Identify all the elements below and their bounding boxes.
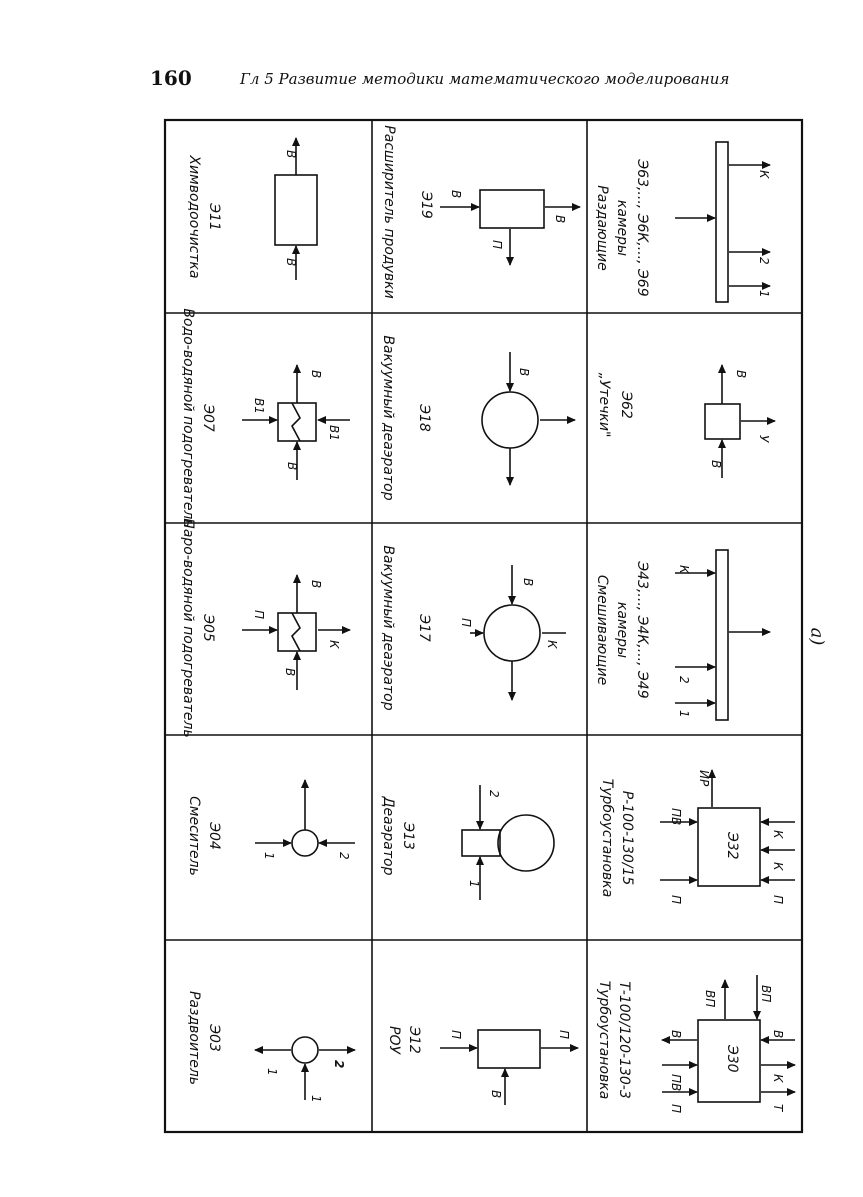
cell-title: Вакуумный деаэратор xyxy=(380,545,396,711)
chamber-bar-icon xyxy=(716,142,728,302)
port-label: 1 xyxy=(757,290,771,298)
cell-vacuum-deaerator-17 xyxy=(380,545,566,710)
port-label: В xyxy=(309,580,323,589)
port-label: В xyxy=(449,190,463,199)
cell-turbine-t100 xyxy=(596,975,795,1113)
cell-splitter xyxy=(186,991,355,1103)
port-label: ИР xyxy=(697,770,711,787)
cell-rou xyxy=(386,1025,578,1105)
port-label: Т xyxy=(771,1104,785,1112)
port-label: В xyxy=(283,668,297,677)
port-label: ПВ xyxy=(669,1074,683,1092)
port-label: ВП xyxy=(703,990,717,1008)
port-label: К xyxy=(327,640,341,649)
port-label: П xyxy=(490,240,504,250)
cell-code: Э19 xyxy=(418,191,434,219)
deaerator-icon xyxy=(482,392,538,448)
page-number: 160 xyxy=(150,66,192,90)
port-label: П xyxy=(771,895,785,905)
cell-code: Э62 xyxy=(618,391,634,419)
cell-subtitle: камеры xyxy=(614,199,630,257)
port-label: В xyxy=(771,1030,785,1039)
port-label: В xyxy=(284,258,298,267)
cell-mixer xyxy=(186,780,355,876)
expander-icon xyxy=(480,190,544,228)
port-label: В xyxy=(517,368,531,377)
treatment-block-icon xyxy=(275,175,317,245)
port-label: П xyxy=(459,618,473,628)
deaerator-icon xyxy=(498,815,554,871)
cell-title: Химводоочистка xyxy=(186,155,202,279)
port-label: К xyxy=(757,170,771,179)
cell-title: Вакуумный деаэратор xyxy=(380,335,396,501)
port-label: 2 xyxy=(757,257,771,265)
turbine-code: Э32 xyxy=(724,832,740,860)
splitter-icon xyxy=(292,1037,318,1063)
port-label: В xyxy=(669,1030,683,1039)
cell-chemical-water-treatment xyxy=(186,138,317,280)
cell-title: Раздающие xyxy=(594,185,610,271)
cell-title: Турбоустановка xyxy=(599,778,615,898)
port-label: В xyxy=(489,1090,503,1099)
cell-turbine-r100 xyxy=(599,770,795,904)
port-label: 2 xyxy=(337,852,351,860)
cell-subtitle: камеры xyxy=(614,601,630,659)
leak-block-icon xyxy=(705,404,740,439)
cell-subtitle: Т-100/120-130-3 xyxy=(616,981,632,1099)
cell-blowdown-expander xyxy=(381,125,580,298)
cell-deaerator-13 xyxy=(380,785,554,900)
figure-label: а) xyxy=(806,627,828,646)
port-label: 1 xyxy=(677,710,691,718)
port-label: В xyxy=(284,150,298,159)
port-label: 2 xyxy=(487,790,501,798)
port-label: 2 xyxy=(332,1060,346,1069)
port-label: В xyxy=(309,370,323,379)
cell-title: Расширитель продувки xyxy=(381,125,397,299)
cell-vacuum-deaerator-18 xyxy=(380,335,575,500)
cell-code: Э17 xyxy=(416,614,432,642)
port-label: К xyxy=(677,565,691,574)
cell-code: Э03 xyxy=(206,1024,222,1052)
cell-subtitle: Р-100-130/15 xyxy=(619,790,635,886)
deaerator-column-icon xyxy=(462,830,500,856)
port-label: В1 xyxy=(252,398,266,414)
mixer-icon xyxy=(292,830,318,856)
port-label: В xyxy=(553,215,567,224)
cell-code: Э12 xyxy=(406,1026,422,1054)
cell-mixing-chambers xyxy=(594,550,770,720)
cell-title: Деаэратор xyxy=(380,796,396,876)
port-label: П xyxy=(557,1030,571,1040)
cell-title: РОУ xyxy=(386,1026,402,1054)
chamber-bar-icon xyxy=(716,550,728,720)
port-label: К xyxy=(771,1074,785,1083)
table-grid xyxy=(165,120,802,1132)
cell-water-water-heater xyxy=(180,308,350,527)
port-label: П xyxy=(669,1104,683,1114)
cell-title: Паро-водяной подогреватель xyxy=(180,518,196,738)
port-label: К xyxy=(771,862,785,871)
cell-title: Смешивающие xyxy=(594,574,610,686)
port-label: 1 xyxy=(262,852,276,860)
port-label: К xyxy=(545,640,559,649)
cell-code: Э04 xyxy=(206,822,222,850)
port-label: 1 xyxy=(265,1068,279,1076)
cell-code: Э05 xyxy=(200,614,216,642)
port-label: В xyxy=(734,370,748,379)
port-label: 1 xyxy=(467,880,481,888)
port-label: В1 xyxy=(327,425,341,441)
port-label: П xyxy=(669,895,683,905)
turbine-code: Э30 xyxy=(724,1045,740,1073)
port-label: В xyxy=(285,462,299,471)
cell-codes: Э63,..., Э6К,..., Э69 xyxy=(634,159,650,297)
cell-title: Турбоустановка xyxy=(596,980,612,1100)
cell-steam-water-heater xyxy=(180,518,350,737)
cell-distribution-chambers xyxy=(594,142,771,302)
cell-title: Раздвоитель xyxy=(186,990,202,1086)
cell-code: Э13 xyxy=(400,822,416,850)
cell-leaks xyxy=(596,365,775,478)
port-label: 2 xyxy=(677,676,691,684)
port-label: 1 xyxy=(309,1095,323,1103)
rou-icon xyxy=(478,1030,540,1068)
cell-codes: Э43,..., Э4К,..., Э49 xyxy=(634,561,650,699)
cell-title: Смеситель xyxy=(186,796,202,876)
port-label: П xyxy=(449,1030,463,1040)
port-label: В xyxy=(521,578,535,587)
chapter-header: Гл 5 Развитие методики математического моделирования xyxy=(240,70,730,88)
port-label: В xyxy=(709,460,723,469)
cell-code: Э07 xyxy=(200,404,216,432)
port-label: ВП xyxy=(759,985,773,1003)
cell-code: Э11 xyxy=(206,203,222,231)
port-label: ПВ xyxy=(669,808,683,826)
deaerator-icon xyxy=(484,605,540,661)
port-label: К xyxy=(771,830,785,839)
cell-title: „Утечки" xyxy=(596,372,612,438)
port-label: У xyxy=(757,435,771,443)
port-label: П xyxy=(252,610,266,620)
cell-code: Э18 xyxy=(416,404,432,432)
cell-title: Водо-водяной подогреватель xyxy=(180,308,196,528)
